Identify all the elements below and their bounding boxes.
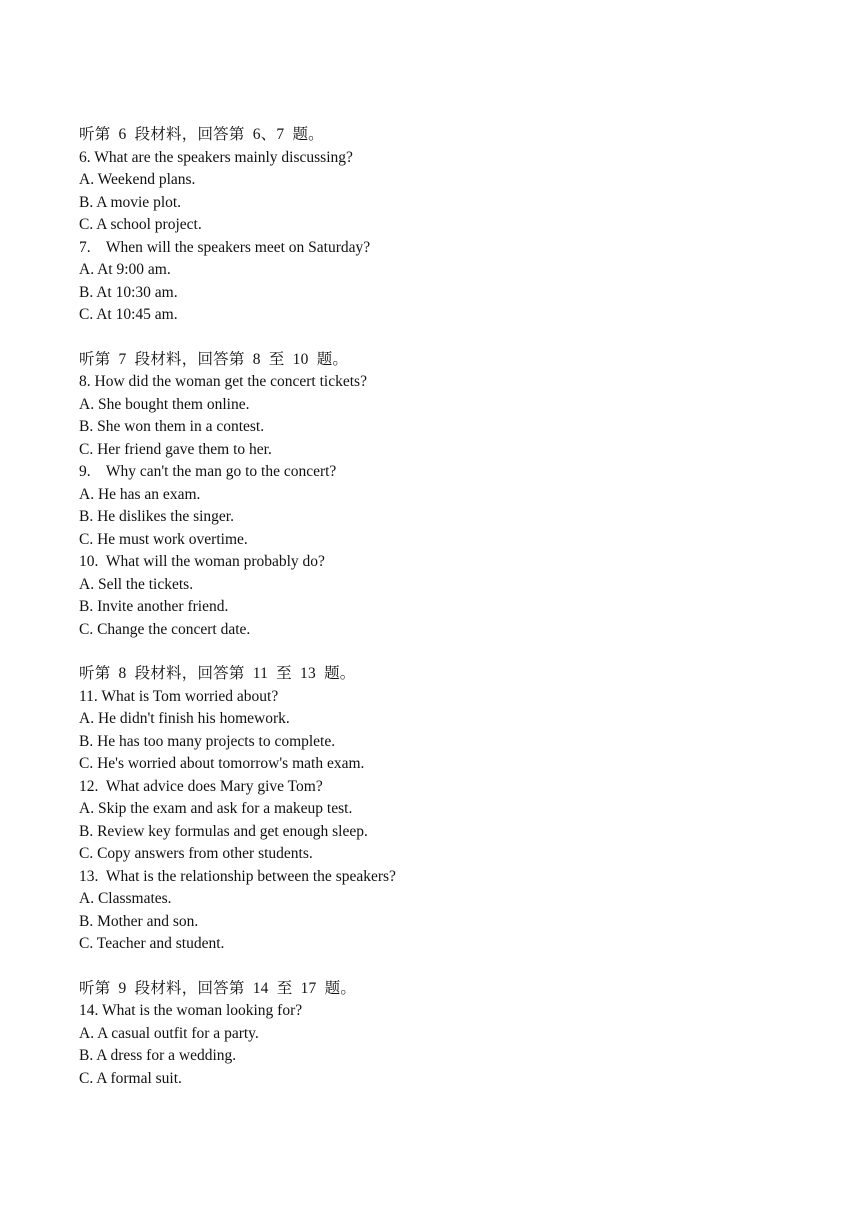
question-10	[79, 551, 819, 641]
question-stem: 9. Why can't the man go to the concert?	[79, 463, 337, 480]
option-b: B. He has too many projects to complete.	[79, 732, 336, 750]
option-c: C. Copy answers from other students.	[79, 845, 313, 862]
question-stem: 12. What advice does Mary give Tom?	[79, 777, 323, 795]
option-b: B. Review key formulas and get enough sleep.	[79, 822, 368, 840]
question-12	[79, 776, 819, 866]
exam-page	[79, 124, 819, 1112]
question-stem: 14. What is the woman looking for?	[79, 1002, 303, 1019]
option-b: B. Invite another friend.	[79, 598, 229, 615]
section-heading: 听第 8 段材料，回答第 11 至 13 题。	[79, 665, 356, 682]
option-c: C. At 10:45 am.	[79, 306, 178, 323]
option-a: A. He didn't finish his homework.	[79, 710, 290, 727]
listening-section-8	[79, 663, 819, 956]
option-b: B. A movie plot.	[79, 193, 182, 211]
option-b: B. A dress for a wedding.	[79, 1047, 237, 1064]
listening-section-7	[79, 349, 819, 642]
question-stem: 11. What is Tom worried about?	[79, 687, 279, 705]
option-a: A. Skip the exam and ask for a makeup test.	[79, 800, 353, 817]
option-b: B. She won them in a contest.	[79, 418, 265, 435]
option-c: C. Change the concert date.	[79, 620, 251, 638]
question-14	[79, 1000, 819, 1090]
option-b: B. He dislikes the singer.	[79, 508, 234, 525]
question-11	[79, 686, 819, 776]
option-a: A. A casual outfit for a party.	[79, 1024, 259, 1042]
question-stem: 8. How did the woman get the concert tickets?	[79, 373, 367, 390]
option-b: B. Mother and son.	[79, 912, 199, 930]
option-b: B. At 10:30 am.	[79, 283, 178, 301]
section-heading: 听第 9 段材料，回答第 14 至 17 题。	[79, 979, 357, 997]
option-a: A. She bought them online.	[79, 395, 250, 413]
option-a: A. He has an exam.	[79, 485, 201, 503]
section-heading: 听第 6 段材料，回答第 6、7 题。	[79, 126, 324, 143]
question-6	[79, 147, 819, 237]
option-a: A. Weekend plans.	[79, 171, 196, 188]
question-13	[79, 866, 819, 956]
question-9	[79, 461, 819, 551]
option-c: C. Her friend gave them to her.	[79, 440, 272, 458]
option-c: C. He must work overtime.	[79, 530, 248, 548]
question-stem: 13. What is the relationship between the speakers?	[79, 867, 396, 885]
option-a: A. At 9:00 am.	[79, 261, 171, 278]
question-stem: 10. What will the woman probably do?	[79, 553, 325, 570]
option-c: C. He's worried about tomorrow's math exam.	[79, 755, 365, 772]
option-a: A. Sell the tickets.	[79, 575, 194, 593]
option-a: A. Classmates.	[79, 890, 172, 907]
listening-section-6	[79, 124, 819, 327]
option-c: C. Teacher and student.	[79, 935, 225, 952]
question-stem: 7. When will the speakers meet on Saturday?	[79, 238, 371, 256]
section-heading: 听第 7 段材料，回答第 8 至 10 题。	[79, 350, 349, 368]
option-c: C. A school project.	[79, 216, 202, 233]
question-7	[79, 237, 819, 327]
question-stem: 6. What are the speakers mainly discussing?	[79, 148, 353, 166]
question-8	[79, 371, 819, 461]
option-c: C. A formal suit.	[79, 1069, 182, 1087]
listening-section-9	[79, 978, 819, 1091]
